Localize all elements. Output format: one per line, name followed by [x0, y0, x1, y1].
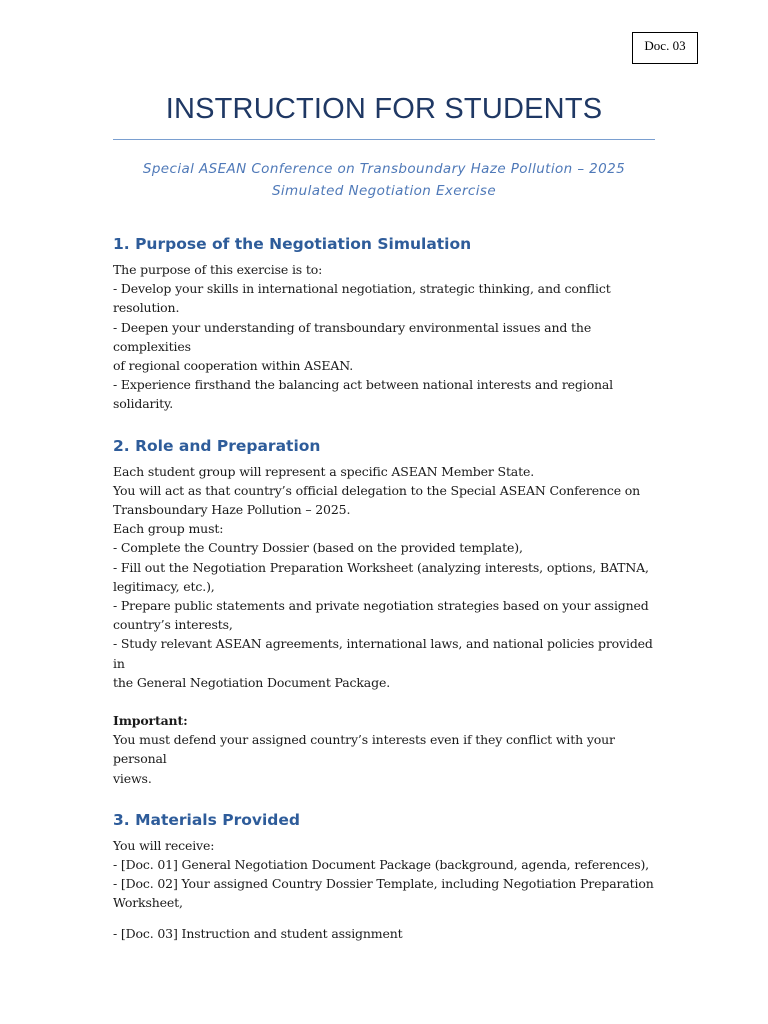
important-label: Important: [113, 713, 188, 729]
text-line: Each group must: [113, 521, 224, 537]
text-line: views. [113, 770, 152, 786]
text-line: Worksheet, [113, 895, 183, 911]
text-line: You must defend your assigned country’s interests even if they conflict with your personal [113, 732, 615, 767]
document-body [113, 233, 658, 943]
text-line: - [Doc. 02] Your assigned Country Dossier Template, including Negotiation Preparation [113, 876, 654, 892]
text-line: country’s interests, [113, 617, 233, 633]
text-line: of regional cooperation within ASEAN. [113, 358, 354, 374]
section-purpose [113, 233, 658, 414]
text-line: - Complete the Country Dossier (based on the provided template), [113, 540, 523, 556]
subtitle-line-2: Simulated Negotiation Exercise [271, 183, 497, 199]
text-line: - Develop your skills in international negotiation, strategic thinking, and conflict resolution. [113, 281, 611, 316]
text-line: the General Negotiation Document Package. [113, 674, 391, 690]
text-line: Transboundary Haze Pollution – 2025. [113, 502, 351, 518]
title-divider [113, 139, 655, 140]
text-line: You will receive: [113, 837, 215, 853]
text-line: - Fill out the Negotiation Preparation Worksheet (analyzing interests, options, BATNA, [113, 559, 649, 575]
section-role-preparation [113, 435, 658, 788]
text-line: - Deepen your understanding of transboundary environmental issues and the complexities [113, 319, 592, 354]
section-heading: 1. Purpose of the Negotiation Simulation [113, 235, 472, 253]
text-line: - [Doc. 01] General Negotiation Document Package (background, agenda, references), [113, 857, 650, 873]
text-line: - Study relevant ASEAN agreements, international laws, and national policies provided in [113, 636, 653, 671]
text-line: - Experience firsthand the balancing act between national interests and regional solidarity. [113, 377, 614, 412]
text-line: - [Doc. 03] Instruction and student assignment [113, 925, 403, 941]
text-line: legitimacy, etc.), [113, 578, 215, 594]
section-materials [113, 809, 658, 943]
text-line: The purpose of this exercise is to: [113, 262, 323, 277]
subtitle-line-1: Special ASEAN Conference on Transboundary Haze Pollution – 2025 [142, 161, 626, 177]
section-heading: 3. Materials Provided [113, 810, 300, 829]
text-line: Each student group will represent a specific ASEAN Member State. [113, 463, 535, 479]
page-title: INSTRUCTION FOR STUDENTS [165, 93, 603, 125]
section-heading: 2. Role and Preparation [113, 436, 321, 455]
text-line: - Prepare public statements and private negotiation strategies based on your assigned [113, 598, 649, 614]
text-line: You will act as that country’s official delegation to the Special ASEAN Conference on [113, 482, 641, 498]
doc-number-badge: Doc. 03 [632, 32, 698, 64]
